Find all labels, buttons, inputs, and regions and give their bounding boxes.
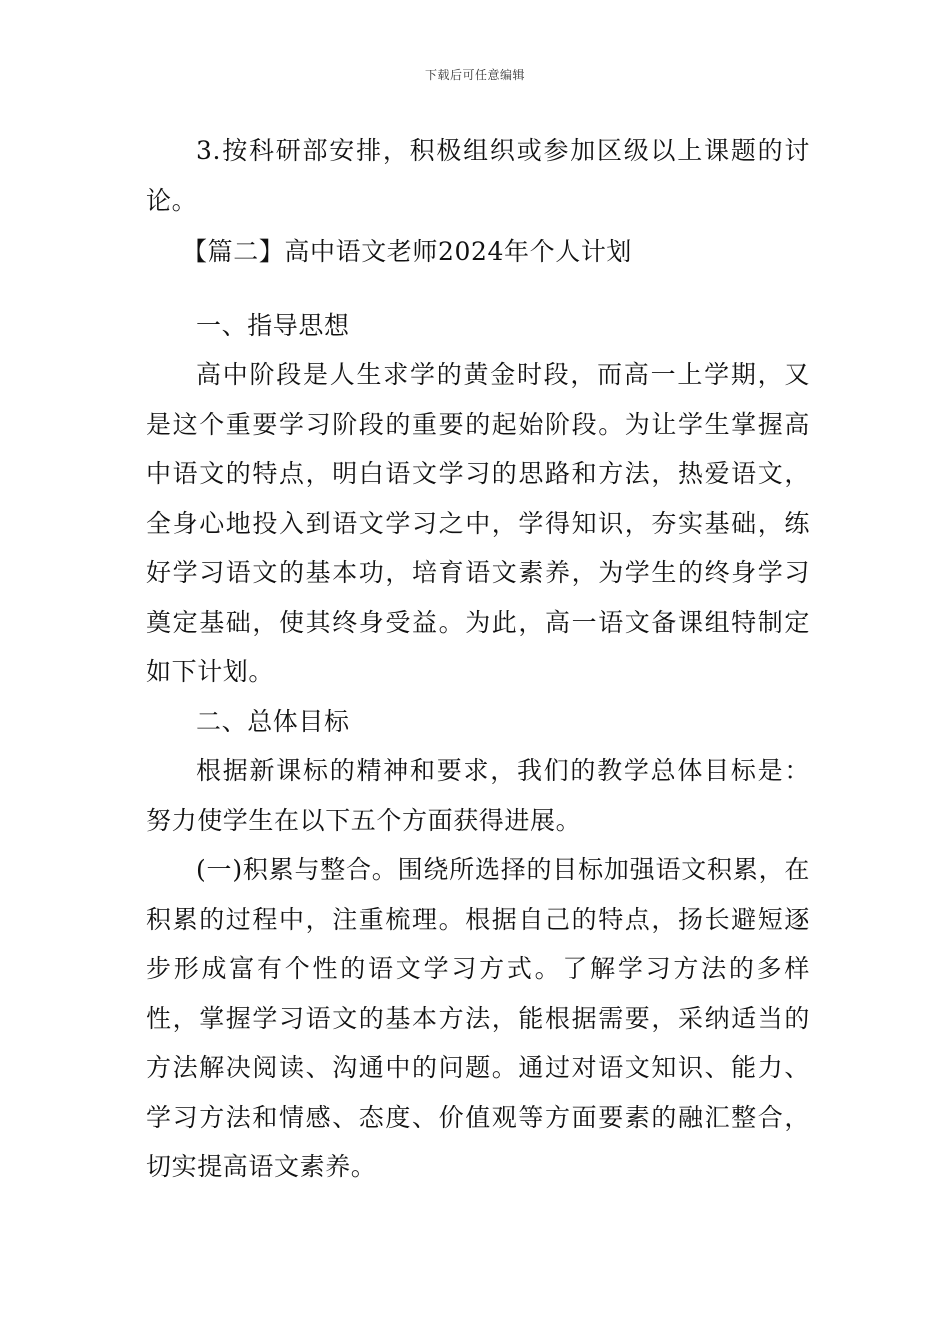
paragraph-accumulation: (一)积累与整合。围绕所选择的目标加强语文积累，在积累的过程中，注重梳理。根据自己的特点，扬长避短逐步形成富有个性的语文学习方式。了解学习方法的多样性，掌握学习语文的基本方法，能根据需要，采纳适当的方法解决阅读、沟通中的问题。通过对语文知识、能力、学习方法和情感、态度、价值观等方面要素的融汇整合，切实提高语文素养。 <box>146 855 810 1181</box>
document-body <box>146 126 810 1192</box>
paragraph-overall-goals: 根据新课标的精神和要求，我们的教学总体目标是：努力使学生在以下五个方面获得进展。 <box>146 756 810 835</box>
paragraph-item-3: 3.按科研部安排，积极组织或参加区级以上课题的讨论。 <box>146 136 810 215</box>
heading-guiding-thought: 一、指导思想 <box>196 310 350 340</box>
page-header: 下载后可任意编辑 <box>424 68 525 82</box>
paragraph-guiding-thought: 高中阶段是人生求学的黄金时段，而高一上学期，又是这个重要学习阶段的重要的起始阶段。为让学生掌握高中语文的特点，明白语文学习的思路和方法，热爱语文，全身心地投入到语文学习之中，学得知识，夯实基础，练好学习语文的基本功，培育语文素养，为学生的终身学习奠定基础，使其终身受益。为此，高一语文备课组特制定如下计划。 <box>146 360 810 686</box>
heading-overall-goals: 二、总体目标 <box>196 706 350 736</box>
section-title: 【篇二】高中语文老师2024年个人计划 <box>182 237 633 266</box>
